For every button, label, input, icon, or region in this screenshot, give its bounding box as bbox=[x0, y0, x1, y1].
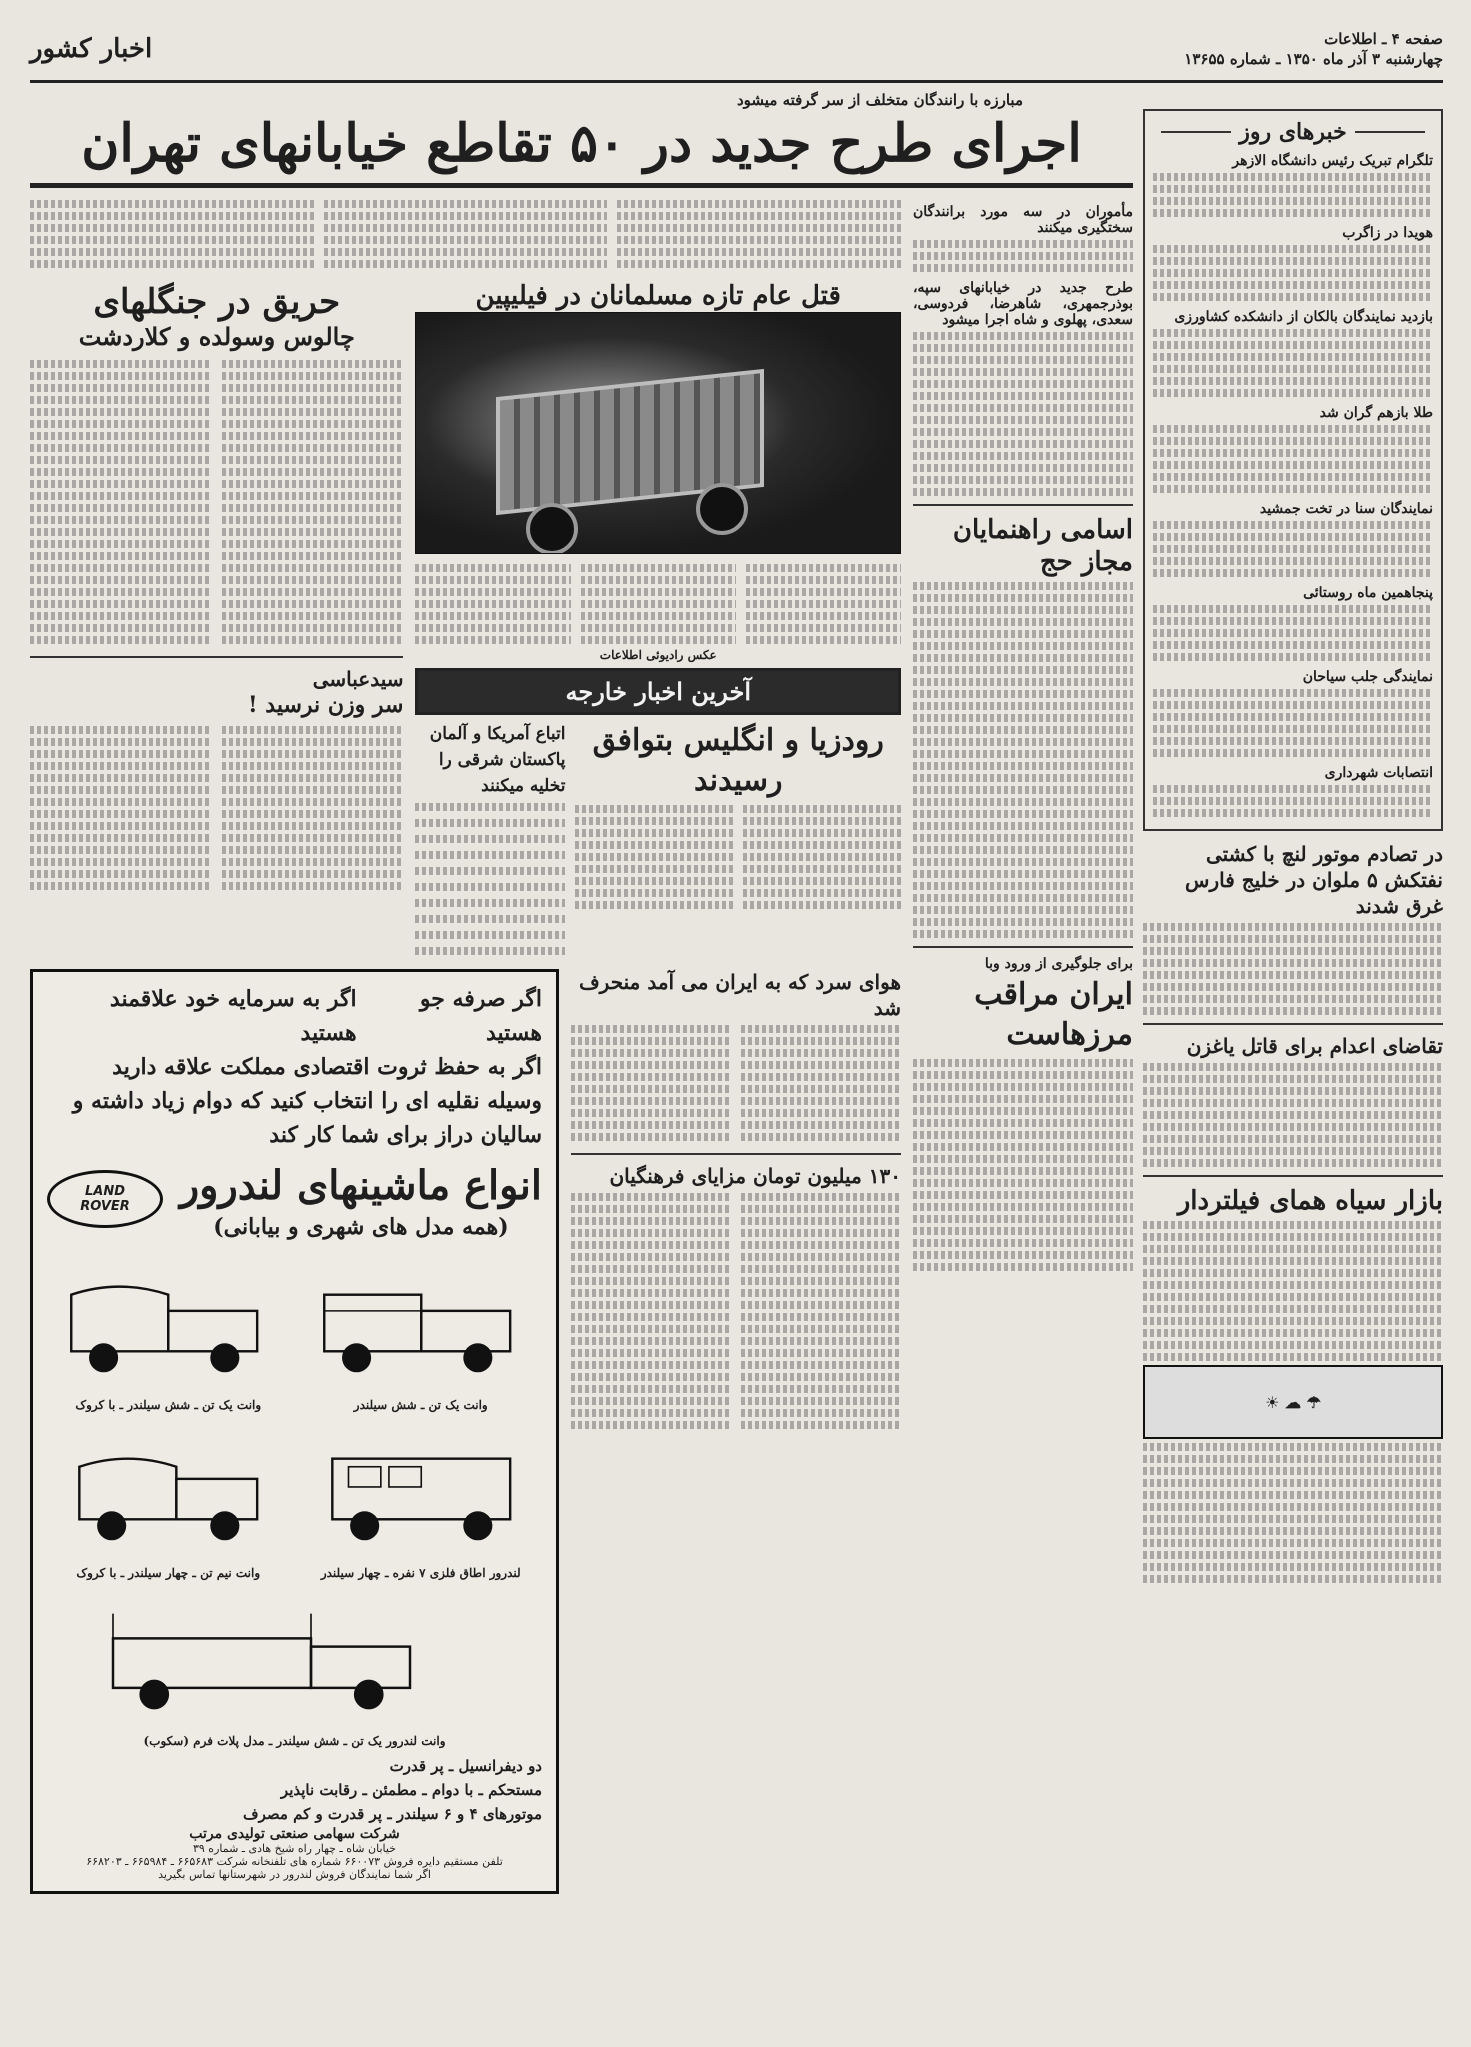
ad-address: خیابان شاه ـ چهار راه شیخ هادی ـ شماره ۳۹ bbox=[192, 1842, 396, 1855]
vehicle-illustration bbox=[300, 1248, 543, 1398]
news-item-title: تلگرام تبریک رئیس دانشگاه الازهر bbox=[1232, 153, 1433, 169]
vehicle-illustration bbox=[47, 1416, 290, 1566]
lead-sub2: طرح جدید در خیابانهای سپه، بوذرجمهری، شاهرضا، فردوسی، سعدی، پهلوی و شاه اجرا میشود bbox=[913, 280, 1133, 328]
masthead-meta bbox=[1184, 29, 1443, 69]
center-area bbox=[30, 196, 901, 1894]
lead-col bbox=[617, 196, 901, 272]
foreign-story2-title: اتباع آمریکا و آلمان پاکستان شرقی را تخلیه میکنند bbox=[429, 724, 566, 796]
ad-line-3: اگر به حفظ ثروت اقتصادی مملکت علاقه دارید bbox=[112, 1054, 542, 1080]
sayed-subtitle: سر وزن نرسید ! bbox=[247, 692, 404, 718]
lead-story bbox=[30, 196, 1133, 1894]
main-area bbox=[30, 109, 1133, 1894]
vehicle-illustration bbox=[300, 1416, 543, 1566]
foreign-block bbox=[415, 721, 901, 959]
masthead bbox=[30, 18, 1443, 83]
logo-top: LAND bbox=[85, 1184, 126, 1199]
boat-title: در تصادم موتور لنچ با کشتی نفتکش ۵ ملوان در خلیج فارس غرق شدند bbox=[1185, 842, 1443, 918]
culture-title: ۱۳۰ میلیون تومان مزایای فرهنگیان bbox=[609, 1164, 901, 1188]
weather-box: ☂ ☁ ☀ bbox=[1143, 1365, 1443, 1439]
bottom-row bbox=[30, 969, 901, 1894]
execution-title: تقاضای اعدام برای قاتل یاغزن bbox=[1186, 1034, 1443, 1058]
lower-stories bbox=[571, 969, 901, 1894]
news-box-title: خبرهای روز bbox=[1153, 119, 1433, 145]
vehicle-illustration bbox=[47, 1248, 290, 1398]
news-box bbox=[1143, 109, 1443, 831]
news-item-title: طلا بازهم گران شد bbox=[1319, 405, 1433, 421]
foreign-frame-title: آخرین اخبار خارجه bbox=[415, 668, 901, 715]
ad-subtitle: (همه مدل های شهری و بیابانی) bbox=[213, 1214, 509, 1240]
vehicle-illustration bbox=[47, 1584, 542, 1734]
lead-headline: اجرای طرح جدید در ۵۰ تقاطع خیابانهای تهران bbox=[30, 109, 1133, 188]
photo-story-body bbox=[415, 560, 901, 648]
ad-note: اگر شما نمایندگان فروش لندرور در شهرستانها تماس بگیرید bbox=[158, 1868, 431, 1881]
news-item-title: نمایندگی جلب سیاحان bbox=[1302, 669, 1433, 685]
sayed-title: سیدعباسی bbox=[312, 667, 404, 691]
vehicle-caption: لندرور اطاق فلزی ۷ نفره ـ چهار سیلندر bbox=[320, 1566, 521, 1580]
news-item-title: هویدا در زاگرب bbox=[1342, 225, 1433, 241]
lead-kicker: مبارزه با رانندگان متخلف از سر گرفته میشود bbox=[736, 91, 1023, 109]
ad-title: انواع ماشینهای لندرور bbox=[179, 1162, 542, 1209]
ad-line-1: اگر به سرمایه خود علاقمند هستید bbox=[109, 986, 357, 1046]
date-line: چهارشنبه ۳ آذر ماه ۱۳۵۰ ـ شماره ۱۳۶۵۵ bbox=[1184, 50, 1443, 68]
ad-feature: موتورهای ۴ و ۶ سیلندر ـ پر قدرت و کم مصرف bbox=[243, 1805, 542, 1823]
cholera-kicker: برای جلوگیری از ورود وبا bbox=[984, 956, 1133, 972]
lead-sub1: مأموران در سه مورد برانندگان سختگیری میکنند bbox=[913, 204, 1133, 236]
photo-story-title: قتل عام تازه مسلمانان در فیلیپین bbox=[475, 281, 841, 311]
right-column bbox=[1143, 109, 1443, 1894]
ad-company: شرکت سهامی صنعتی تولیدی مرتب bbox=[189, 1826, 400, 1842]
ad-feature: دو دیفرانسیل ـ پر قدرت bbox=[389, 1757, 542, 1775]
lead-col bbox=[324, 196, 608, 272]
second-tier bbox=[30, 280, 901, 959]
logo-bottom: ROVER bbox=[80, 1199, 130, 1214]
news-item-title: انتصابات شهرداری bbox=[1324, 765, 1433, 781]
vehicle-caption: وانت یک تن ـ شش سیلندر ـ با کروک bbox=[75, 1398, 262, 1412]
vehicle-caption: وانت لندرور یک تن ـ شش سیلندر ـ مدل پلات فرم (سکوب) bbox=[143, 1734, 446, 1748]
fire-subtitle: چالوس وسولده و کلاردشت bbox=[78, 322, 355, 351]
ad-phones: تلفن مستقیم دایره فروش ۶۶۰۰۷۳ شماره های تلفنخانه شرکت ۶۶۵۶۸۳ ـ ۶۶۵۹۸۴ ـ ۶۶۸۲۰۳ bbox=[86, 1855, 503, 1868]
news-item-title: بازدید نمایندگان بالکان از دانشکده کشاورزی bbox=[1174, 309, 1433, 325]
hajj-title: اسامی راهنمایان مجاز حج bbox=[952, 515, 1133, 577]
lead-subs bbox=[913, 196, 1133, 1894]
lead-col bbox=[30, 196, 314, 272]
ad-line-2: اگر صرفه جو هستید bbox=[419, 986, 542, 1046]
ad-line-4: وسیله نقلیه ای را انتخاب کنید که دوام زیاد داشته و سالیان دراز برای شما کار کند bbox=[72, 1088, 542, 1148]
landrover-ad bbox=[30, 969, 559, 1894]
news-item-title: پنجاهمین ماه روستائی bbox=[1303, 585, 1433, 601]
news-item-title: نمایندگان سنا در تخت جمشید bbox=[1259, 501, 1433, 517]
fire-story bbox=[30, 280, 403, 959]
cold-air-title: هوای سرد که به ایران می آمد منحرف شد bbox=[578, 970, 901, 1020]
section-name: اخبار کشور bbox=[30, 34, 153, 64]
massacre-photo bbox=[415, 312, 901, 554]
lead-band bbox=[30, 109, 1443, 1894]
landrover-logo bbox=[47, 1170, 163, 1228]
market-title: بازار سیاه همای فیلتردار bbox=[1177, 1186, 1443, 1216]
photo-story bbox=[415, 280, 901, 959]
foreign-headline: رودزیا و انگلیس بتوافق رسیدند bbox=[592, 723, 884, 798]
fire-title: حریق در جنگلهای bbox=[93, 282, 341, 322]
vehicle-caption: وانت یک تن ـ شش سیلندر bbox=[353, 1398, 488, 1412]
vehicle-caption: وانت نیم تن ـ چهار سیلندر ـ با کروک bbox=[76, 1566, 261, 1580]
cholera-title: ایران مراقب مرزهاست bbox=[974, 977, 1133, 1052]
lead-body bbox=[30, 196, 901, 272]
page-line: صفحه ۴ ـ اطلاعات bbox=[1324, 30, 1443, 48]
ad-feature: مستحکم ـ با دوام ـ مطمئن ـ رقابت ناپذیر bbox=[280, 1781, 542, 1799]
photo-caption: عکس رادیوئی اطلاعات bbox=[599, 648, 717, 662]
